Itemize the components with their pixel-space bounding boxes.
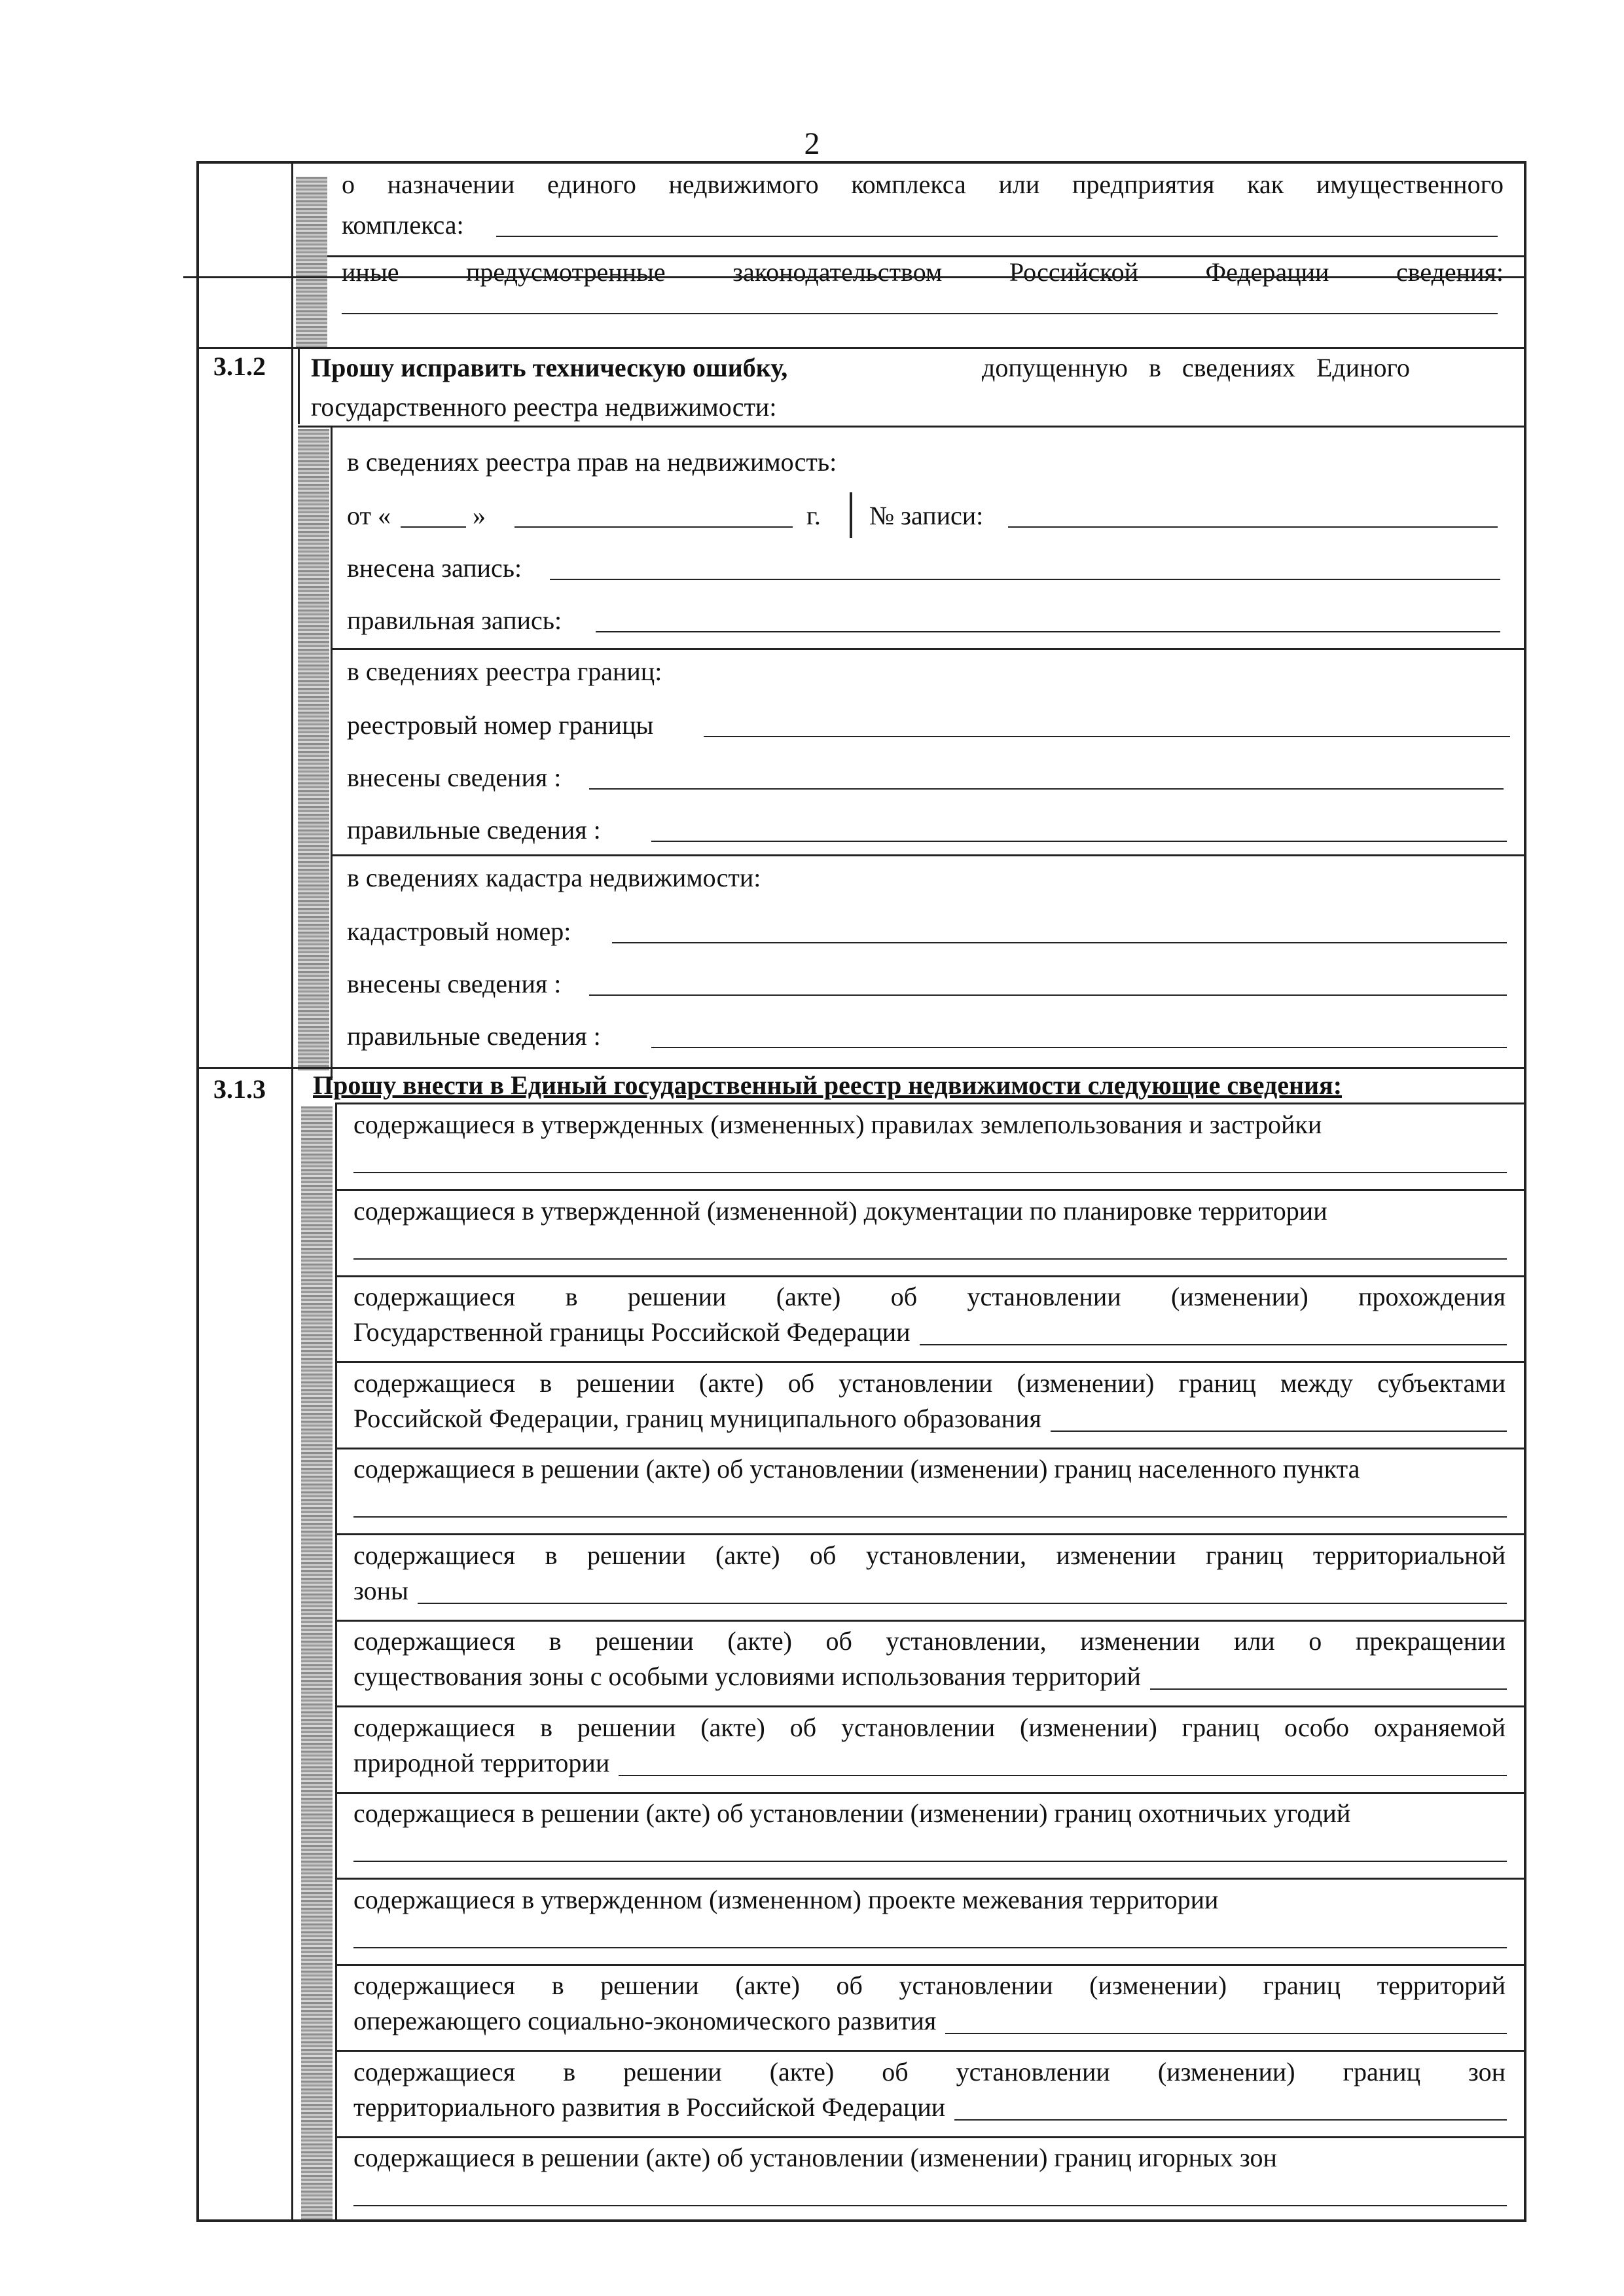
item-13-field[interactable] bbox=[353, 2205, 1507, 2206]
item-6-line1: содержащиеся в решении (акте) об установлении, изменении границ территориальной bbox=[353, 1540, 1506, 1570]
rights-correct-field[interactable] bbox=[596, 631, 1500, 632]
item-7-line1: содержащиеся в решении (акте) об установлении, изменении или о прекращении bbox=[353, 1626, 1506, 1656]
purpose-line1: о назначении единого недвижимого комплекса или предприятия как имущественного bbox=[342, 170, 1504, 199]
item-6-field[interactable] bbox=[418, 1603, 1507, 1604]
cadastre-correct-label: правильные сведения : bbox=[347, 1021, 601, 1051]
section-312-heading-line2: государственного реестра недвижимости: bbox=[311, 392, 777, 422]
item-11-line1: содержащиеся в решении (акте) об установлении (изменении) границ территорий bbox=[353, 1971, 1506, 2000]
cadastre-entered-label: внесены сведения : bbox=[347, 969, 562, 998]
date-mid: » bbox=[473, 501, 486, 530]
item-8-line1: содержащиеся в решении (акте) об установлении (изменении) границ особо охраняемой bbox=[353, 1713, 1506, 1742]
left-column-border bbox=[291, 161, 293, 2222]
item-3-line1: содержащиеся в решении (акте) об установлении (изменении) прохождения bbox=[353, 1282, 1506, 1311]
item-11-line2: опережающего социально-экономического развития bbox=[353, 2006, 937, 2035]
rights-entered-label: внесена запись: bbox=[347, 553, 522, 583]
reg-number-field[interactable] bbox=[704, 736, 1510, 737]
purpose-field[interactable] bbox=[496, 236, 1498, 237]
row-divider bbox=[335, 2136, 1526, 2138]
row-divider bbox=[335, 1189, 1526, 1191]
date-month-field[interactable] bbox=[514, 526, 793, 528]
item-1-field[interactable] bbox=[353, 1172, 1507, 1173]
rights-entered-field[interactable] bbox=[550, 579, 1500, 580]
shaded-strip bbox=[301, 1106, 333, 2219]
item-3-field[interactable] bbox=[920, 1344, 1507, 1345]
row-divider bbox=[335, 1705, 1526, 1707]
item-10-field[interactable] bbox=[353, 1947, 1507, 1948]
item-2-line1: содержащиеся в утвержденной (измененной) документации по планировке территории bbox=[353, 1196, 1327, 1226]
cad-number-field[interactable] bbox=[612, 942, 1507, 943]
shaded-strip bbox=[296, 177, 327, 347]
borders-entered-label: внесены сведения : bbox=[347, 763, 562, 792]
record-no-label: № записи: bbox=[869, 501, 984, 530]
other-info-label: иные предусмотренные законодательством Российской Федерации сведения: bbox=[342, 257, 1504, 287]
shaded-strip bbox=[298, 429, 329, 1070]
row-divider bbox=[335, 1792, 1526, 1794]
item-2-field[interactable] bbox=[353, 1258, 1507, 1260]
other-info-field[interactable] bbox=[342, 313, 1498, 314]
rights-title: в сведениях реестра прав на недвижимость: bbox=[347, 447, 837, 477]
cadastre-entered-field[interactable] bbox=[589, 994, 1507, 996]
row-divider bbox=[335, 1964, 1526, 1966]
rights-correct-label: правильная запись: bbox=[347, 606, 562, 635]
item-4-field[interactable] bbox=[1051, 1430, 1507, 1432]
row-divider bbox=[335, 1361, 1526, 1363]
section-312-heading-bold: Прошу исправить техническую ошибку, bbox=[311, 353, 788, 382]
section-313-number: 3.1.3 bbox=[213, 1074, 266, 1104]
item-5-line1: содержащиеся в решении (акте) об установлении (изменении) границ населенного пункта bbox=[353, 1454, 1360, 1484]
item-1-line1: содержащиеся в утвержденных (измененных) правилах землепользования и застройки bbox=[353, 1110, 1322, 1139]
row-divider bbox=[196, 347, 1526, 349]
row-divider bbox=[335, 2050, 1526, 2052]
date-day-field[interactable] bbox=[401, 526, 466, 528]
section-312-heading-rest: допущенную в сведениях Единого bbox=[982, 353, 1410, 382]
row-divider bbox=[331, 854, 1526, 856]
cadastre-title: в сведениях кадастра недвижимости: bbox=[347, 863, 761, 892]
section-312-number: 3.1.2 bbox=[213, 352, 266, 381]
item-12-line1: содержащиеся в решении (акте) об установлении (изменении) границ зон bbox=[353, 2057, 1506, 2086]
date-prefix: от « bbox=[347, 501, 391, 530]
cadastre-correct-field[interactable] bbox=[651, 1047, 1507, 1048]
item-3-line2: Государственной границы Российской Федерации bbox=[353, 1317, 911, 1347]
reg-number-label: реестровый номер границы bbox=[347, 710, 654, 740]
item-4-line1: содержащиеся в решении (акте) об установлении (изменении) границ между субъектами bbox=[353, 1368, 1506, 1398]
page-number: 2 bbox=[804, 126, 820, 161]
row-divider bbox=[335, 1533, 1526, 1535]
column-border bbox=[298, 347, 300, 424]
item-10-line1: содержащиеся в утвержденном (измененном) проекте межевания территории bbox=[353, 1885, 1219, 1914]
item-12-line2: территориального развития в Российской Федерации bbox=[353, 2092, 946, 2122]
item-12-field[interactable] bbox=[954, 2119, 1507, 2121]
borders-title: в сведениях реестра границ: bbox=[347, 657, 662, 686]
borders-entered-field[interactable] bbox=[589, 788, 1504, 790]
row-divider bbox=[335, 1448, 1526, 1449]
item-9-field[interactable] bbox=[353, 1861, 1507, 1862]
item-7-line2: существования зоны с особыми условиями использования территорий bbox=[353, 1662, 1141, 1691]
record-separator bbox=[850, 492, 852, 538]
year-suffix: г. bbox=[806, 501, 821, 530]
strikethrough-line bbox=[183, 276, 1526, 278]
item-6-line2: зоны bbox=[353, 1576, 408, 1605]
column-border bbox=[335, 1102, 337, 2222]
cad-number-label: кадастровый номер: bbox=[347, 917, 571, 946]
purpose-line2: комплекса: bbox=[342, 210, 464, 240]
item-9-line1: содержащиеся в решении (акте) об установлении (изменении) границ охотничьих угодий bbox=[353, 1798, 1351, 1828]
item-5-field[interactable] bbox=[353, 1516, 1507, 1518]
item-8-line2: природной территории bbox=[353, 1748, 610, 1777]
row-divider bbox=[335, 1878, 1526, 1880]
row-divider bbox=[335, 1620, 1526, 1622]
item-7-field[interactable] bbox=[1150, 1688, 1507, 1690]
column-border bbox=[331, 426, 333, 1080]
record-no-field[interactable] bbox=[1008, 526, 1498, 528]
row-divider bbox=[331, 648, 1526, 650]
row-divider bbox=[335, 1102, 1526, 1104]
item-4-line2: Российской Федерации, границ муниципального образования bbox=[353, 1404, 1041, 1433]
item-13-line1: содержащиеся в решении (акте) об установлении (изменении) границ игорных зон bbox=[353, 2143, 1277, 2172]
row-divider bbox=[335, 1275, 1526, 1277]
item-11-field[interactable] bbox=[945, 2033, 1507, 2034]
borders-correct-field[interactable] bbox=[651, 841, 1507, 842]
section-313-heading: Прошу внести в Единый государственный реестр недвижимости следующие сведения: bbox=[313, 1070, 1343, 1100]
borders-correct-label: правильные сведения : bbox=[347, 815, 601, 845]
item-8-field[interactable] bbox=[619, 1775, 1507, 1776]
row-divider bbox=[298, 426, 1526, 428]
